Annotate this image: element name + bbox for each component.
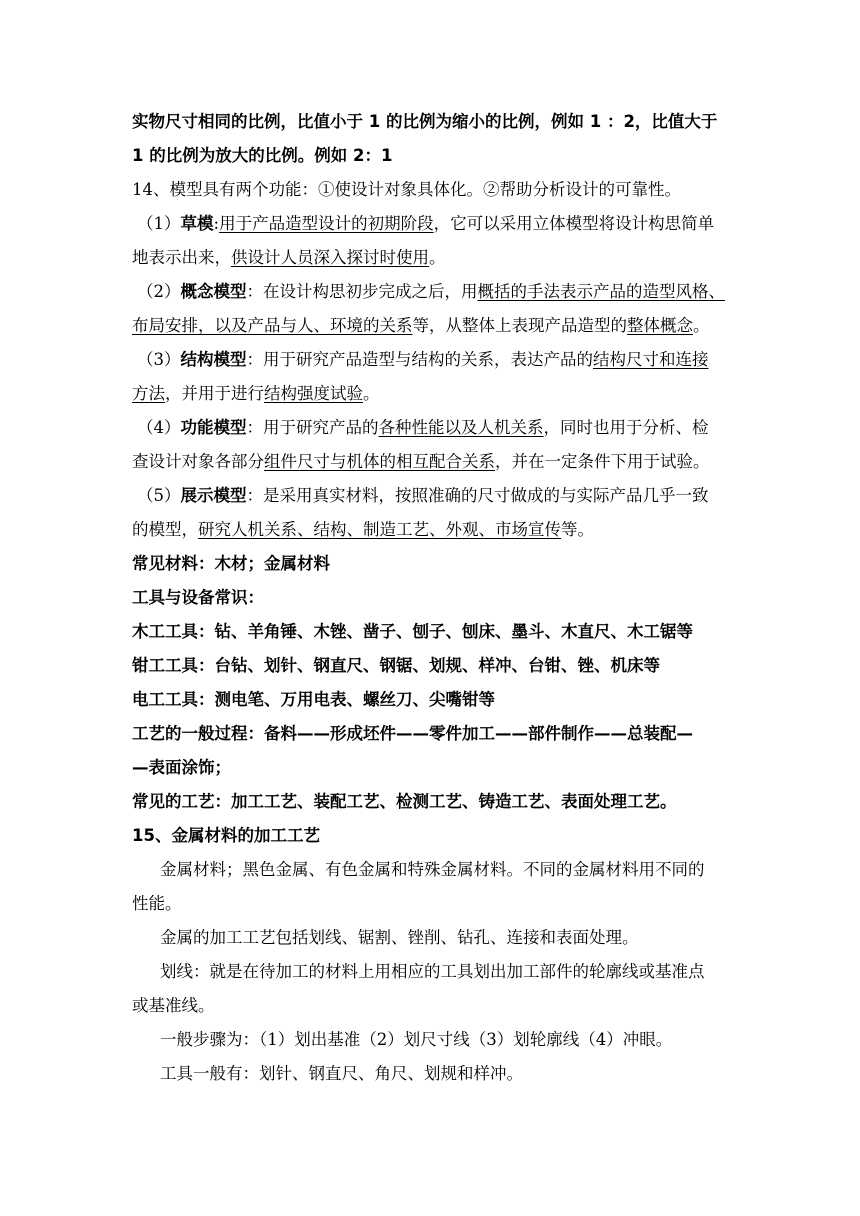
process-general: 工艺的一般过程：备料——形成坯件——零件加工——部件制作——总装配— — [132, 724, 693, 743]
model-item-1 — [137, 212, 714, 236]
paragraph-line: 性能。 — [132, 894, 182, 913]
text-line — [132, 246, 446, 270]
section-heading-14: 14、模型具有两个功能：①使设计对象具体化。②帮助分析设计的可靠性。 — [132, 180, 681, 199]
text-span: 查设计对象各部分 — [132, 452, 264, 471]
underlined-text: 研究人机关系、结构、制造工艺、外观、市场宣传 — [198, 520, 561, 539]
common-materials: 常见材料：木材；金属材料 — [132, 554, 330, 573]
paragraph-line: 金属材料；黑色金属、有色金属和特殊金属材料。不同的金属材料用不同的 — [160, 860, 705, 879]
paragraph-line: 工具一般有：划针、钢直尺、角尺、划规和样冲。 — [160, 1064, 523, 1083]
text-span: ：是采用真实材料，按照准确的尺寸做成的与实际产品几乎一致 — [246, 486, 709, 505]
text-span: ，它可以采用立体模型将设计构思简单 — [433, 214, 715, 233]
underlined-text: 结构尺寸和连接 — [593, 350, 709, 369]
underlined-text: 各种性能以及人机关系 — [378, 418, 544, 437]
fitter-tools: 钳工工具：台钻、划针、钢直尺、钢锯、划规、样冲、台钳、锉、机床等 — [132, 656, 660, 675]
underlined-text: 组件尺寸与机体的相互配合关系 — [264, 452, 495, 471]
model-term: 展示模型 — [180, 486, 247, 505]
underlined-text: 布局安排，以及产品与人、环境的关系 — [132, 316, 413, 335]
text-span: ：用于研究产品造型与结构的关系，表达产品的 — [246, 350, 593, 369]
text-span: 地表示出来， — [132, 248, 231, 267]
woodwork-tools: 木工工具：钻、羊角锤、木锉、凿子、刨子、刨床、墨斗、木直尺、木工锯等 — [132, 622, 693, 641]
item-number: （5） — [137, 486, 181, 505]
text-span: ，同时也用于分析、检 — [543, 418, 709, 437]
text-line: 1 的比例为放大的比例。例如 2：1 — [132, 146, 393, 165]
model-term: 草模 — [180, 214, 214, 233]
model-item-2 — [137, 280, 725, 304]
model-item-4 — [137, 416, 709, 440]
text-span: 。 — [363, 384, 380, 403]
text-span: 的模型， — [132, 520, 198, 539]
text-span: 。 — [429, 248, 446, 267]
text-line — [132, 382, 380, 406]
model-term: 功能模型 — [180, 418, 247, 437]
text-span: : — [213, 214, 220, 233]
text-span: ：在设计构思初步完成之后，用 — [246, 282, 478, 301]
text-line: —表面涂饰； — [132, 758, 231, 777]
text-span: ，并用于进行 — [165, 384, 264, 403]
common-processes: 常见的工艺：加工工艺、装配工艺、检测工艺、铸造工艺、表面处理工艺。 — [132, 792, 677, 811]
text-line — [132, 314, 710, 338]
section-heading-15: 15、金属材料的加工工艺 — [132, 826, 320, 845]
text-span: ：用于研究产品的 — [246, 418, 379, 437]
model-term: 概念模型 — [180, 282, 247, 301]
model-item-3 — [137, 348, 709, 372]
text-span: 等。 — [561, 520, 594, 539]
text-span: 等，从整体上表现产品造型的 — [412, 316, 627, 335]
item-number: （4） — [137, 418, 181, 437]
text-line — [132, 450, 710, 474]
paragraph-line: 或基准线。 — [132, 996, 215, 1015]
model-term: 结构模型 — [180, 350, 247, 369]
text-line: 实物尺寸相同的比例，比值小于 1 的比例为缩小的比例，例如 1 ：2，比值大于 — [132, 112, 718, 131]
underlined-text: 整体概念 — [627, 316, 693, 335]
text-line — [132, 518, 594, 542]
text-span: ，并在一定条件下用于试验。 — [495, 452, 710, 471]
item-number: （1） — [137, 214, 181, 233]
paragraph-line: 一般步骤为：（1）划出基准（2）划尺寸线（3）划轮廓线（4）冲眼。 — [160, 1030, 673, 1049]
item-number: （2） — [137, 282, 181, 301]
underlined-text: 用于产品造型设计的初期阶段 — [219, 214, 434, 233]
underlined-text: 概括的手法表示产品的造型风格、 — [477, 282, 725, 301]
tools-heading: 工具与设备常识： — [132, 588, 264, 607]
text-span: 。 — [693, 316, 710, 335]
paragraph-line: 金属的加工工艺包括划线、锯割、锉削、钻孔、连接和表面处理。 — [160, 928, 639, 947]
model-item-5 — [137, 484, 709, 508]
underlined-text: 结构强度试验 — [264, 384, 363, 403]
underlined-text: 供设计人员深入探讨时使用 — [231, 248, 429, 267]
underlined-text: 方法 — [132, 384, 165, 403]
paragraph-line: 划线：就是在待加工的材料上用相应的工具划出加工部件的轮廓线或基准点 — [160, 962, 705, 981]
item-number: （3） — [137, 350, 181, 369]
electrician-tools: 电工工具：测电笔、万用电表、螺丝刀、尖嘴钳等 — [132, 690, 495, 709]
